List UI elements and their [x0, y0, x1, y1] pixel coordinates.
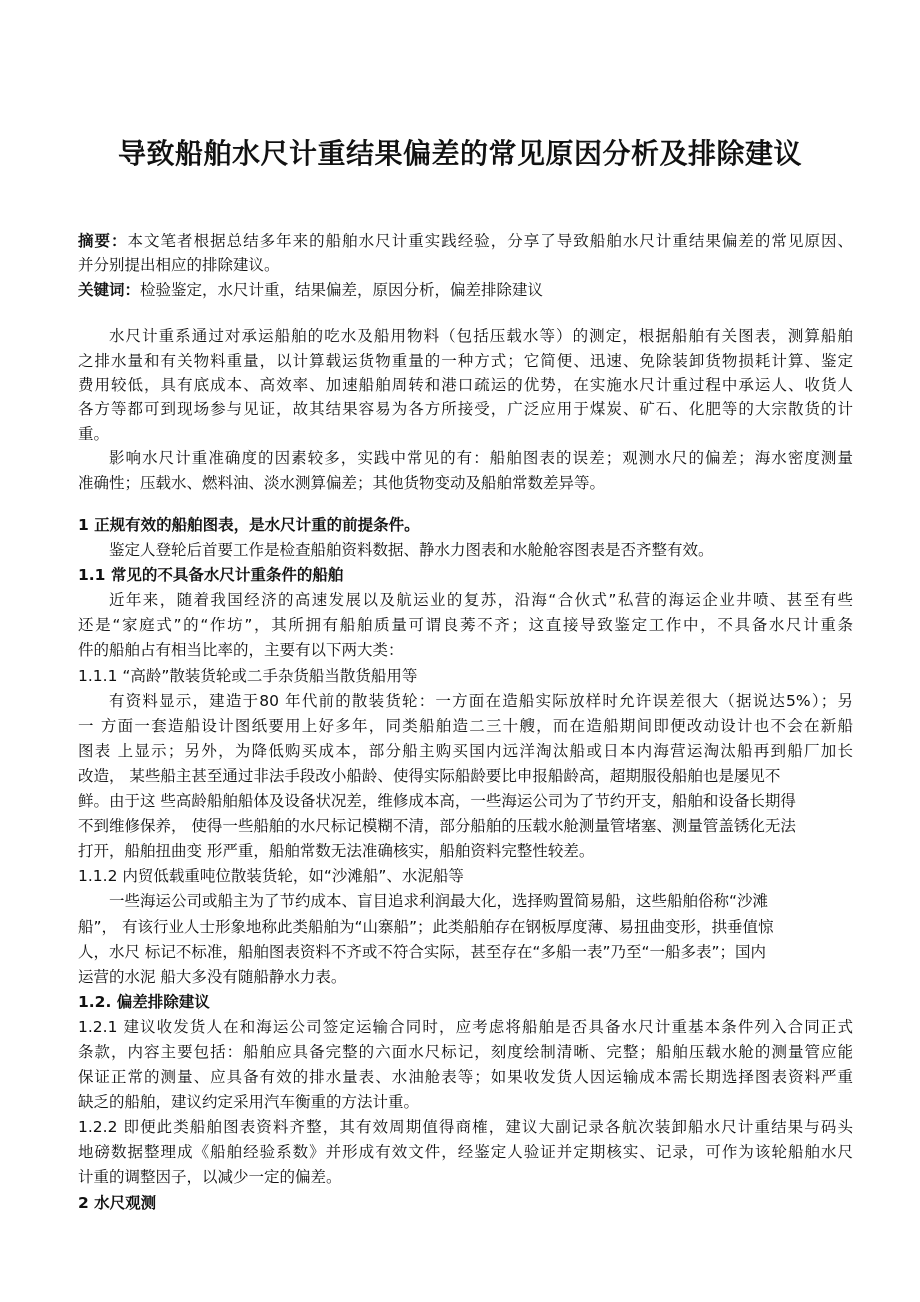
text-line: 1.2.1 建议收发货人在和海运公司签定运输合同时，应考虑将船舶是否具备水尺计重基本条件列入合同正式	[78, 1017, 853, 1036]
heading-1-1-1	[78, 664, 853, 689]
text-line: 运营的水泥 船大多没有随船静水力表。	[78, 967, 347, 986]
text-line: 鲜。由于这 些高龄船舶船体及设备状况差，维修成本高，一些海运公司为了节约开支，船舶和设备长期得	[78, 792, 796, 811]
factors-paragraph	[78, 446, 853, 495]
text-line: 保证正常的测量、应具备有效的排水量表、水油舱表等；如果收发货人因运输成本需长期选择图表资料严重	[78, 1068, 853, 1087]
paragraph	[78, 1115, 853, 1190]
text-line: 近年来，随着我国经济的高速发展以及航运业的复苏，沿海“合伙式”私营的海运企业井喷、甚至有些	[109, 591, 853, 610]
paragraph	[78, 1015, 853, 1115]
text-line: 准确性；压载水、燃料油、淡水测算偏差；其他货物变动及船舶常数差异等。	[78, 473, 606, 492]
paragraph	[78, 538, 853, 563]
heading-1-1-2	[78, 864, 853, 889]
text-line: 2 水尺观测	[78, 1193, 157, 1212]
keywords	[78, 278, 853, 302]
text: 检验鉴定，水尺计重，结果偏差，原因分析，偏差排除建议	[140, 280, 544, 299]
text-line: 1.1.2 内贸低载重吨位散装货轮，如“沙滩船”、水泥船等	[78, 867, 464, 886]
text-line: 1.1 常见的不具备水尺计重条件的船舶	[78, 566, 344, 585]
text-line: 不到维修保养， 使得一些船舶的水尺标记模糊不清，部分船舶的压载水舱测量管堵塞、测量管盖锈化无法	[78, 817, 796, 836]
text-line: 影响水尺计重准确度的因素较多，实践中常见的有：船舶图表的误差；观测水尺的偏差；海水密度测量	[109, 449, 853, 468]
text-line: 费用较低，具有底成本、高效率、加速船舶周转和港口疏运的优势，在实施水尺计重过程中承运人、收货人	[78, 375, 853, 394]
intro-paragraph	[78, 324, 853, 446]
text-line: 有资料显示，建造于80 年代前的散装货轮：一方面在造船实际放样时允许误差很大（据说达5%）；另	[109, 691, 853, 710]
heading-1	[78, 513, 853, 538]
paragraph	[78, 588, 853, 663]
heading-1-2	[78, 990, 853, 1015]
body-section	[78, 513, 853, 1216]
text-line: 船”， 有该行业人士形象地称此类船舶为“山寨船”；此类船舶存在钢板厚度薄、易扭曲变形，拱垂值惊	[78, 917, 774, 936]
text-line: 一些海运公司或船主为了节约成本、盲目追求利润最大化，选择购置简易船，这些船舶俗称“沙滩	[109, 892, 769, 911]
text-line: 缺乏的船舶，建议约定采用汽车衡重的方法计重。	[78, 1093, 420, 1112]
text-line: 1.2. 偏差排除建议	[78, 992, 210, 1011]
text-line: 地磅数据整理成《船舶经验系数》并形成有效文件，经鉴定人验证并定期核实、记录，可作为该轮船舶水尺	[78, 1143, 853, 1162]
text-line	[78, 278, 853, 302]
text-line: 并分别提出相应的排除建议。	[78, 256, 280, 275]
text-line: 人，水尺 标记不标准，船舶图表资料不齐或不符合实际，甚至存在“多船一表”乃至“一船多表”；国内	[78, 942, 767, 961]
text-line: 之排水量和有关物料重量，以计算载运货物重量的一种方式；它简便、迅速、免除装卸货物损耗计算、鉴定	[78, 351, 853, 370]
heading-1-1	[78, 563, 853, 588]
text-line: 改造， 某些船主甚至通过非法手段改小船龄、使得实际船龄要比申报船龄高，超期服役船舶也是屡见不	[78, 766, 781, 785]
document-title: 导致船舶水尺计重结果偏差的常见原因分析及排除建议	[117, 137, 802, 170]
text-line: 条款，内容主要包括：船舶应具备完整的六面水尺标记，刻度绘制清晰、完整；船舶压载水舱的测量管应能	[78, 1042, 853, 1061]
text-line: 1.1.1 “高龄”散装货轮或二手杂货船当散货船用等	[78, 666, 418, 685]
text-line: 1.2.2 即便此类船舶图表资料齐整，其有效周期值得商榷，建议大副记录各航次装卸船水尺计重结果与码头	[78, 1118, 853, 1137]
spacer	[78, 302, 853, 324]
text-line: 1 正规有效的船舶图表，是水尺计重的前提条件。	[78, 516, 420, 534]
text-line: 水尺计重系通过对承运船舶的吃水及船用物料（包括压载水等）的测定，根据船舶有关图表，测算船舶	[109, 327, 853, 346]
text-line: 打开，船舶扭曲变 形严重，船舶常数无法准确核实，船舶资料完整性较差。	[78, 842, 595, 861]
text-line: 一 方面一套造船设计图纸要用上好多年，同类船舶造二三十艘，而在造船期间即便改动设计也不会在新船	[78, 716, 853, 735]
abstract-section	[78, 229, 853, 495]
text-line: 鉴定人登轮后首要工作是检查船舶资料数据、静水力图表和水舱舱容图表是否齐整有效。	[109, 541, 714, 560]
paragraph	[78, 889, 853, 989]
keywords-label: 关键词：	[78, 280, 141, 299]
text-line: 各方等都可到现场参与见证，故其结果容易为各方所接受，广泛应用于煤炭、矿石、化肥等的大宗散货的计	[78, 400, 853, 419]
heading-2	[78, 1191, 853, 1216]
text-line	[78, 229, 853, 253]
text-line: 件的船舶占有相当比率的，主要有以下两大类：	[78, 641, 404, 660]
text-line: 图表 上显示；另外，为降低购买成本，部分船主购买国内远洋淘汰船或日本内海营运淘汰船再到船厂加长	[78, 741, 853, 760]
abstract	[78, 229, 853, 278]
text-line: 重。	[78, 424, 110, 443]
text-line: 计重的调整因子，以减少一定的偏差。	[78, 1168, 342, 1187]
abstract-label: 摘要：	[78, 232, 128, 250]
text: 本文笔者根据总结多年来的船舶水尺计重实践经验，分享了导致船舶水尺计重结果偏差的常见原因、	[127, 232, 853, 250]
text-line: 还是“家庭式”的“作坊”，其所拥有船舶质量可谓良莠不齐；这直接导致鉴定工作中，不具备水尺计重条	[78, 616, 853, 635]
paragraph	[78, 689, 853, 865]
